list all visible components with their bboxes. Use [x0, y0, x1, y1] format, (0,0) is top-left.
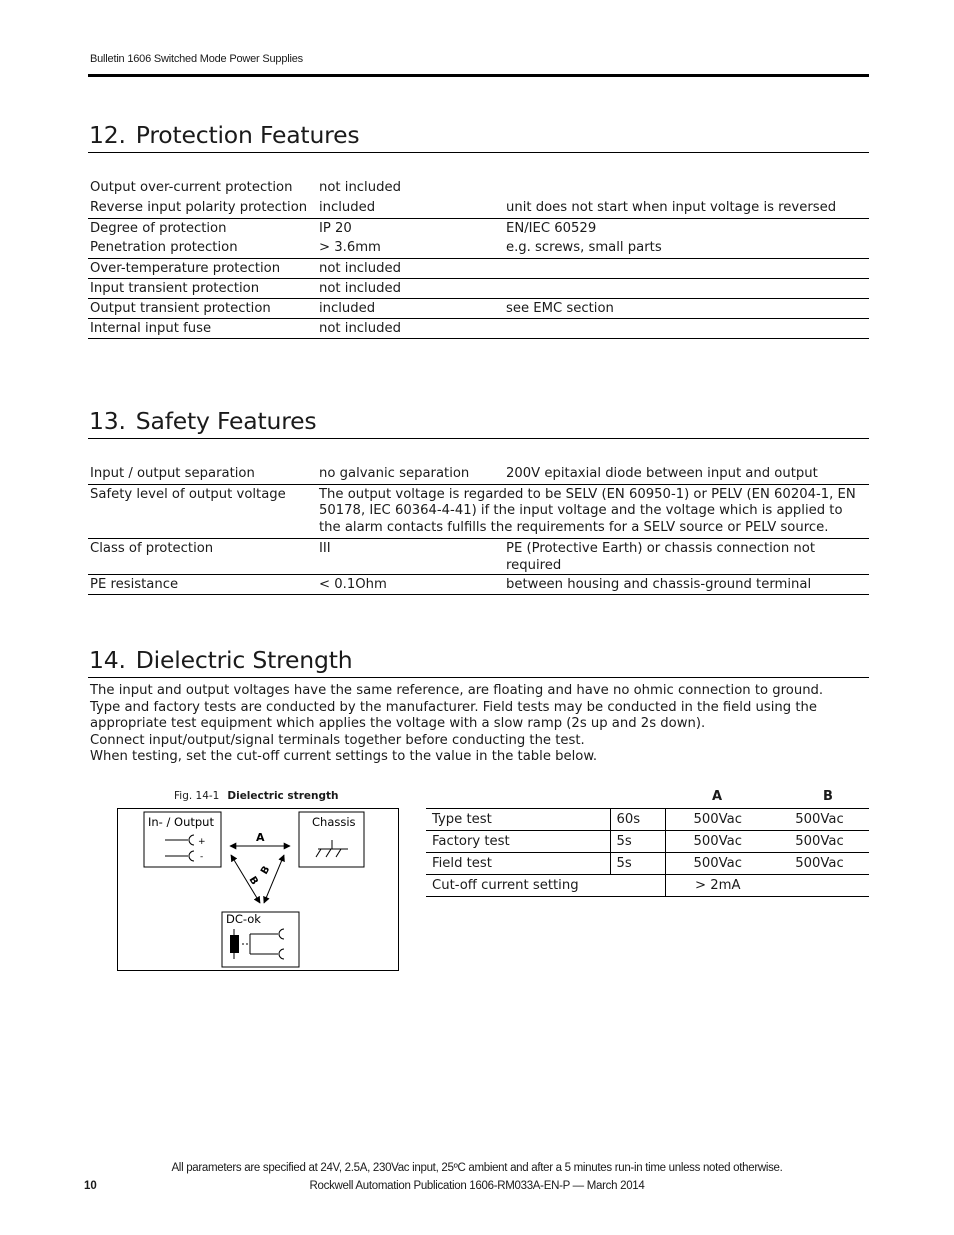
- paragraph: When testing, set the cut-off current settings to the value in the table below.: [90, 749, 598, 765]
- column-a-header: A: [712, 789, 723, 804]
- chassis-label: Chassis: [312, 815, 356, 829]
- ground-hatch: [316, 849, 321, 857]
- section-14-rule: [88, 677, 869, 678]
- table-row: Input / output separation no galvanic separation 200V epitaxial diode between input and output: [88, 464, 869, 484]
- table-row: Output over-current protection not included: [90, 180, 401, 195]
- header-rule: [88, 74, 869, 77]
- ground-hatch: [336, 849, 341, 857]
- figure-caption: Fig. 14-1 Dielectric strength: [174, 790, 339, 802]
- table-row: Class of protection III PE (Protective Earth) or chassis connection not required: [88, 539, 869, 575]
- table-row: Type test 60s 500Vac 500Vac: [426, 809, 869, 831]
- terminal-icon: [279, 929, 284, 939]
- empty-cell: [770, 875, 869, 897]
- arrow-b-left-label: B: [246, 874, 260, 888]
- safety-features-table: [88, 464, 869, 595]
- table-row: Reverse input polarity protection included unit does not start when input voltage is reversed: [88, 198, 869, 218]
- section-12-rule: [88, 152, 869, 153]
- arrow-b-right-label: B: [259, 864, 273, 877]
- terminal-icon: [189, 851, 194, 861]
- relay-coil-icon: [230, 935, 239, 953]
- plus-label: +: [198, 837, 206, 847]
- table-row: Factory test 5s 500Vac 500Vac: [426, 831, 869, 853]
- ground-hatch: [326, 849, 331, 857]
- table-row: PE resistance < 0.1Ohm between housing and chassis-ground terminal: [88, 575, 869, 595]
- table-row: Over-temperature protection not included: [88, 258, 869, 278]
- inout-label: In- / Output: [148, 815, 214, 829]
- dcok-label: DC-ok: [226, 912, 261, 926]
- table-row: Output transient protection included see EMC section: [88, 298, 869, 318]
- section-14-title: 14. Dielectric Strength: [89, 646, 353, 674]
- terminal-icon: [189, 835, 194, 845]
- table-row: Input transient protection not included: [88, 278, 869, 298]
- table-row: Internal input fuse not included: [88, 318, 869, 338]
- section-13-title: 13. Safety Features: [89, 407, 317, 435]
- column-b-header: B: [823, 789, 833, 804]
- dielectric-strength-table: [426, 808, 869, 897]
- paragraph: The input and output voltages have the same reference, are floating and have no ohmic connection to ground.: [90, 683, 824, 698]
- page-number: 10: [84, 1180, 97, 1192]
- footer-note: All parameters are specified at 24V, 2.5A, 230Vac input, 25ºC ambient and after a 5 minutes run-in time unless noted otherwise.: [171, 1162, 783, 1174]
- section-13-rule: [88, 438, 869, 439]
- diagram-svg: [118, 809, 400, 972]
- minus-label: -: [200, 852, 204, 862]
- arrow-a-label: A: [256, 831, 265, 844]
- table-row: Cut-off current setting > 2mA: [426, 875, 869, 897]
- dielectric-strength-diagram: [117, 808, 399, 971]
- protection-features-table: [88, 178, 869, 339]
- table-row: Degree of protection IP 20 EN/IEC 60529: [90, 220, 597, 236]
- arrow-b-right: [264, 855, 284, 903]
- table-row: Safety level of output voltage The output voltage is regarded to be SELV (EN 60950-1) or PELV (EN 60204-1, EN 50178, IEC 60364-4-41) if the input voltage and the voltage which is applied to the alarm contacts fulfills the requirements for a SELV source or PELV source.: [88, 484, 869, 539]
- paragraph: Connect input/output/signal terminals together before conducting the test.: [90, 732, 585, 748]
- table-row: Penetration protection > 3.6mm e.g. screws, small parts: [88, 238, 869, 258]
- footer-publication: Rockwell Automation Publication 1606-RM033A-EN-P — March 2014: [309, 1180, 645, 1192]
- running-header: Bulletin 1606 Switched Mode Power Supplies: [90, 53, 303, 65]
- terminal-icon: [279, 949, 284, 959]
- table-row: Field test 5s 500Vac 500Vac: [426, 853, 869, 875]
- dielectric-description: [90, 683, 870, 766]
- paragraph: Type and factory tests are conducted by the manufacturer. Field tests may be conducted in the field using the appropriate test equipment which applies the voltage with a slow ramp (2s up and 2s down).: [90, 699, 817, 732]
- section-12-title: 12. Protection Features: [89, 121, 360, 149]
